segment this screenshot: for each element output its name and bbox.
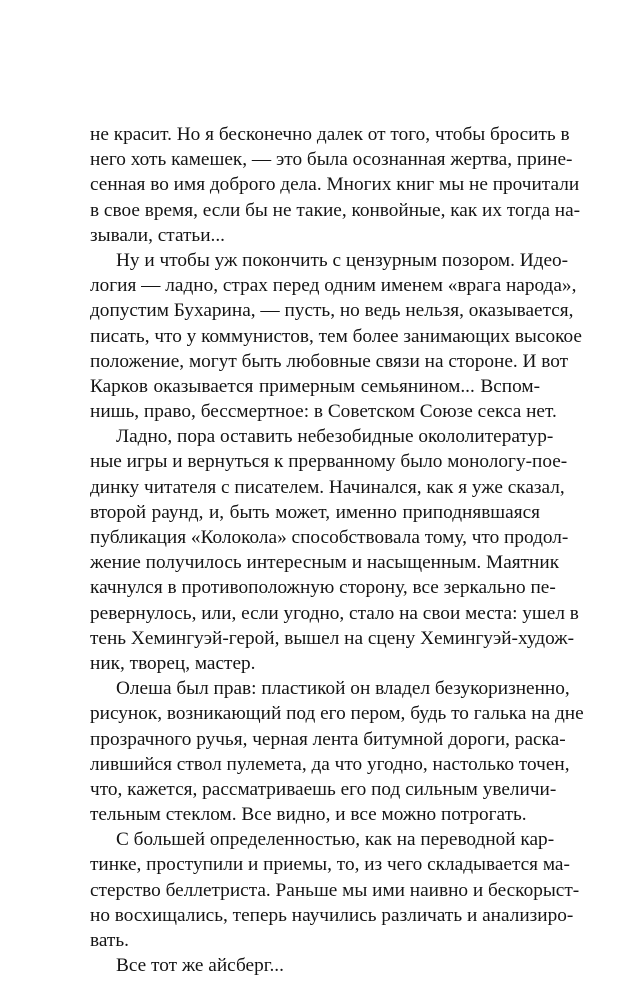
text-line: ные игры и вернуться к прерванному было монологу-пое- — [90, 451, 568, 473]
paragraph — [90, 953, 540, 978]
paragraph — [90, 248, 582, 424]
text-line: тельным стеклом. Все видно, и все можно потрогать. — [90, 804, 527, 826]
text-line: стерство беллетриста. Раньше мы ими наивно и бескорыст- — [90, 879, 580, 901]
text-line: него хоть камешек, — это была осознанная жертва, прине- — [90, 149, 573, 171]
text-line: что, кажется, рассматриваешь его под сильным увеличи- — [90, 778, 557, 800]
body-text — [90, 122, 584, 978]
text-line: нишь, право, бессмертное: в Советском Союзе секса нет. — [90, 401, 557, 423]
text-line: допустим Бухарина, — пусть, но ведь нельзя, оказывается, — [90, 300, 574, 322]
text-line: второй раунд, и, быть может, именно приподнявшаяся — [90, 501, 540, 523]
text-line: лившийся ствол пулемета, да что угодно, настолько точен, — [90, 753, 570, 775]
text-line: сенная во имя доброго дела. Многих книг мы не прочитали — [90, 174, 580, 196]
text-line: ревернулось, или, если угодно, стало на свои места: ушел в — [90, 602, 579, 624]
text-line: Ладно, пора оставить небезобидные окололитератур- — [116, 426, 554, 448]
text-line: С большей определенностью, как на переводной кар- — [116, 829, 555, 851]
text-line: писать, что у коммунистов, тем более занимающих высокое — [90, 325, 582, 347]
text-line: но восхищались, теперь научились различать и анализиро- — [90, 904, 574, 926]
text-line: публикация «Колокола» способствовала тому, что продол- — [90, 527, 569, 548]
text-line: жение получилось интересным и насыщенным. Маятник — [90, 552, 560, 574]
text-line: Олеша был прав: пластикой он владел безукоризненно, — [116, 678, 570, 700]
text-line: положение, могут быть любовные связи на стороне. И вот — [90, 350, 569, 372]
text-line: тень Хемингуэй-герой, вышел на сцену Хемингуэй-худож- — [90, 627, 574, 649]
paragraph — [90, 676, 584, 827]
text-line: качнулся в противоположную сторону, все зеркально пе- — [90, 577, 556, 599]
paragraph — [90, 827, 580, 953]
text-line: динку читателя с писателем. Начинался, как я уже сказал, — [90, 476, 565, 498]
text-line: не красит. Но я бесконечно далек от того, чтобы бросить в — [90, 124, 570, 145]
paragraph — [90, 122, 581, 248]
text-line: ник, творец, мастер. — [90, 652, 256, 674]
paragraph — [90, 424, 579, 676]
text-line: прозрачного ручья, черная лента битумной дороги, раска- — [90, 728, 566, 750]
text-line: тинке, проступили и приемы, то, из чего складывается ма- — [90, 854, 570, 876]
text-line: рисунок, возникающий под его пером, будь то галька на дне — [90, 703, 584, 725]
text-line: зывали, статьи... — [90, 224, 226, 246]
text-line: вать. — [90, 930, 129, 951]
text-line: Карков оказывается примерным семьянином... Вспом- — [90, 375, 540, 397]
text-line: Все тот же айсберг... — [116, 955, 284, 977]
text-line: логия — ладно, страх перед одним именем «врага народа», — [90, 275, 577, 297]
text-line: в свое время, если бы не такие, конвойные, как их тогда на- — [90, 199, 581, 221]
text-line: Ну и чтобы уж покончить с цензурным позором. Идео- — [116, 249, 569, 271]
